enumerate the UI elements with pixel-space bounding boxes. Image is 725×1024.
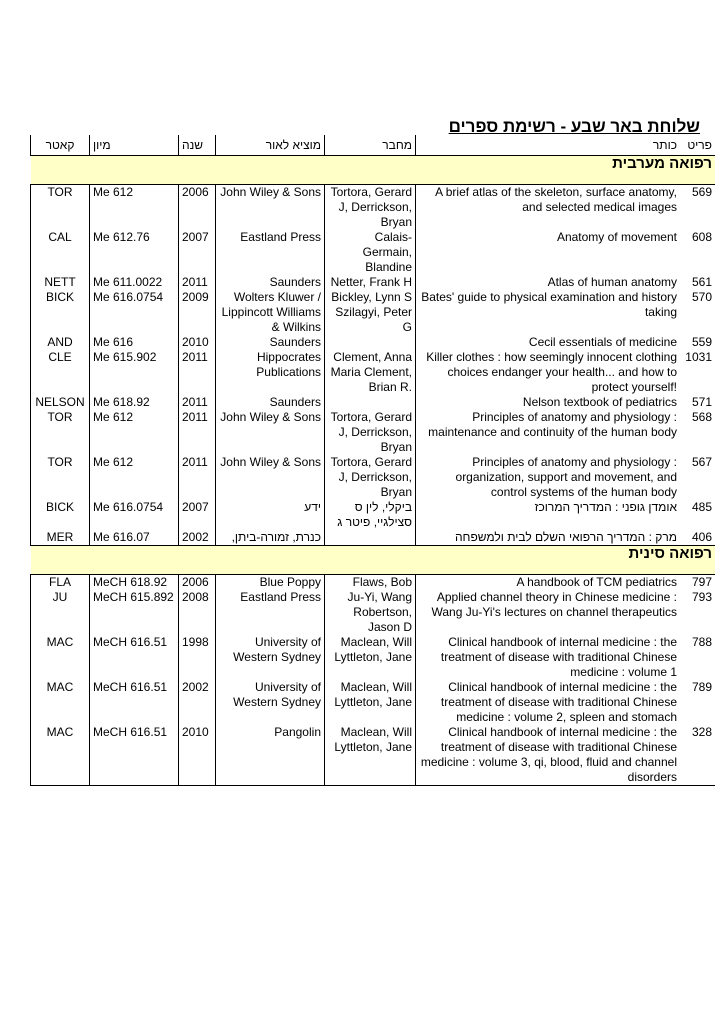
cell-publisher: Blue Poppy: [216, 575, 325, 591]
cell-author: Netter, Frank H: [325, 275, 416, 290]
cell-cutter: BICK: [31, 290, 90, 335]
cell-item: 789: [691, 680, 712, 694]
cell-item: 797: [691, 575, 712, 589]
cell-publisher: Hippocrates Publications: [216, 350, 325, 395]
cell-year: 1998: [179, 635, 216, 680]
cell-item: 569: [691, 185, 712, 199]
cell-title: Principles of anatomy and physiology : organization, support and movement, and control systems of the human body: [416, 455, 681, 500]
table-row: [31, 335, 716, 350]
cell-item: 788: [691, 635, 712, 649]
cell-title: מרק : המדריך הרפואי השלם לבית ולמשפחה: [416, 530, 681, 546]
cell-year: 2007: [179, 500, 216, 530]
table-row: [31, 410, 716, 455]
cell-item: 559: [691, 335, 712, 349]
cell-publisher: Wolters Kluwer / Lippincott Williams & Wilkins: [216, 290, 325, 335]
table-row: [31, 635, 716, 680]
cell-cutter: NELSON: [31, 395, 90, 410]
cell-title: Anatomy of movement: [416, 230, 681, 275]
cell-publisher: Eastland Press: [216, 230, 325, 275]
cell-year: 2010: [179, 725, 216, 786]
cell-cutter: TOR: [31, 455, 90, 500]
cell-publisher: ידע: [216, 500, 325, 530]
cell-item: 406: [680, 530, 715, 546]
cell-author: [325, 530, 416, 546]
cell-item: 1031: [685, 350, 712, 364]
table-row: [31, 290, 716, 335]
cell-class: Me 612: [90, 410, 179, 455]
cell-publisher: University of Western Sydney: [216, 635, 325, 680]
cell-cutter: CAL: [31, 230, 90, 275]
cell-class: Me 616.0754: [90, 500, 179, 530]
cell-class: Me 618.92: [90, 395, 179, 410]
cell-author: Calais-Germain, Blandine: [325, 230, 416, 275]
table-row: [31, 185, 716, 231]
cell-item: 485: [691, 500, 712, 514]
cell-publisher: Saunders: [216, 335, 325, 350]
cell-author: Maclean, Will Lyttleton, Jane: [325, 680, 416, 725]
cell-title: Applied channel theory in Chinese medicine : Wang Ju-Yi's lectures on channel therapeutics: [416, 590, 681, 635]
cell-class: Me 616.0754: [90, 290, 179, 335]
header-title: כותר: [416, 135, 681, 156]
cell-title: Cecil essentials of medicine: [416, 335, 681, 350]
header-row: [31, 135, 716, 156]
cell-year: 2010: [179, 335, 216, 350]
section-title: רפואה מערבית: [31, 156, 716, 185]
cell-class: MeCH 616.51: [90, 725, 179, 786]
table-row: [31, 725, 716, 786]
cell-item: 570: [691, 290, 712, 304]
cell-author: Maclean, Will Lyttleton, Jane: [325, 635, 416, 680]
cell-title: Clinical handbook of internal medicine : the treatment of disease with traditional Chinese medicine : volume 3, qi, blood, fluid and channel disorders: [416, 725, 681, 786]
cell-author: [325, 335, 416, 350]
cell-title: אומדן גופני : המדריך המרוכז: [416, 500, 681, 530]
cell-author: Maclean, Will Lyttleton, Jane: [325, 725, 416, 786]
cell-class: Me 612.76: [90, 230, 179, 275]
cell-publisher: Pangolin: [216, 725, 325, 786]
header-publisher: מוציא לאור: [216, 135, 325, 156]
cell-author: Tortora, Gerard J, Derrickson, Bryan: [325, 410, 416, 455]
cell-item: 608: [691, 230, 712, 244]
table-row: [31, 575, 716, 591]
cell-year: 2006: [179, 575, 216, 591]
cell-cutter: TOR: [31, 185, 90, 231]
cell-item: 571: [691, 395, 712, 409]
cell-item: 793: [691, 590, 712, 604]
cell-title: Nelson textbook of pediatrics: [416, 395, 681, 410]
cell-cutter: MER: [31, 530, 90, 546]
cell-year: 2006: [179, 185, 216, 231]
header-year: שנה: [179, 135, 216, 156]
cell-author: [325, 395, 416, 410]
cell-cutter: MAC: [31, 725, 90, 786]
cell-title: Clinical handbook of internal medicine : the treatment of disease with traditional Chinese medicine : volume 1: [416, 635, 681, 680]
section-header-row: [31, 546, 716, 575]
table-row: [31, 680, 716, 725]
cell-publisher: John Wiley & Sons: [216, 185, 325, 231]
cell-cutter: MAC: [31, 635, 90, 680]
cell-title: Principles of anatomy and physiology : maintenance and continuity of the human body: [416, 410, 681, 455]
books-table: [30, 135, 715, 786]
table-row: [31, 395, 716, 410]
section-title: רפואה סינית: [31, 546, 716, 575]
cell-year: 2008: [179, 590, 216, 635]
cell-title: Bates' guide to physical examination and history taking: [416, 290, 681, 335]
header-item: פריט: [680, 135, 715, 156]
cell-cutter: AND: [31, 335, 90, 350]
cell-author: Tortora, Gerard J, Derrickson, Bryan: [325, 455, 416, 500]
cell-cutter: TOR: [31, 410, 90, 455]
cell-author: Tortora, Gerard J, Derrickson, Bryan: [325, 185, 416, 231]
table-row: [31, 455, 716, 500]
cell-class: Me 612: [90, 455, 179, 500]
cell-item: 567: [691, 455, 712, 469]
cell-class: Me 615.902: [90, 350, 179, 395]
page-title: שלוחת באר שבע - רשימת ספרים: [448, 117, 700, 136]
cell-class: Me 612: [90, 185, 179, 231]
cell-publisher: John Wiley & Sons: [216, 410, 325, 455]
table-row: [31, 350, 716, 395]
cell-publisher: John Wiley & Sons: [216, 455, 325, 500]
cell-publisher: Eastland Press: [216, 590, 325, 635]
cell-publisher: Saunders: [216, 275, 325, 290]
header-class: מיון: [90, 135, 179, 156]
cell-year: 2007: [179, 230, 216, 275]
cell-year: 2011: [179, 275, 216, 290]
cell-class: Me 616: [90, 335, 179, 350]
section-header-row: [31, 156, 716, 185]
table-row: [31, 530, 716, 546]
cell-cutter: FLA: [31, 575, 90, 591]
cell-year: 2011: [179, 455, 216, 500]
table-row: [31, 275, 716, 290]
table-row: [31, 230, 716, 275]
cell-year: 2002: [179, 680, 216, 725]
cell-publisher: University of Western Sydney: [216, 680, 325, 725]
cell-year: 2002: [179, 530, 216, 546]
cell-publisher: כנרת, זמורה-ביתן,: [216, 530, 325, 546]
cell-year: 2011: [179, 395, 216, 410]
cell-cutter: NETT: [31, 275, 90, 290]
cell-title: Clinical handbook of internal medicine : the treatment of disease with traditional Chinese medicine : volume 2, spleen and stomach: [416, 680, 681, 725]
cell-item: 568: [691, 410, 712, 424]
header-cutter: קאטר: [31, 135, 90, 156]
cell-title: A handbook of TCM pediatrics: [416, 575, 681, 591]
cell-publisher: Saunders: [216, 395, 325, 410]
table-row: [31, 590, 716, 635]
table-row: [31, 500, 716, 530]
cell-class: MeCH 615.892: [90, 590, 179, 635]
cell-year: 2011: [179, 350, 216, 395]
cell-class: Me 616.07: [90, 530, 179, 546]
cell-title: A brief atlas of the skeleton, surface anatomy, and selected medical images: [416, 185, 681, 231]
cell-class: MeCH 618.92: [90, 575, 179, 591]
cell-cutter: BICK: [31, 500, 90, 530]
cell-class: MeCH 616.51: [90, 635, 179, 680]
cell-author: Bickley, Lynn S Szilagyi, Peter G: [325, 290, 416, 335]
cell-author: Ju-Yi, Wang Robertson, Jason D: [325, 590, 416, 635]
cell-class: Me 611.0022: [90, 275, 179, 290]
cell-author: Flaws, Bob: [325, 575, 416, 591]
cell-author: Clement, Anna Maria Clement, Brian R.: [325, 350, 416, 395]
cell-class: MeCH 616.51: [90, 680, 179, 725]
header-author: מחבר: [325, 135, 416, 156]
cell-cutter: CLE: [31, 350, 90, 395]
cell-title: Killer clothes : how seemingly innocent clothing choices endanger your health... and how to protect yourself!: [416, 350, 681, 395]
cell-author: ביקלי, לין ס סצילגיי, פיטר ג: [325, 500, 416, 530]
cell-cutter: JU: [31, 590, 90, 635]
cell-cutter: MAC: [31, 680, 90, 725]
cell-year: 2009: [179, 290, 216, 335]
cell-item: 561: [691, 275, 712, 289]
cell-title: Atlas of human anatomy: [416, 275, 681, 290]
cell-year: 2011: [179, 410, 216, 455]
cell-item: 328: [680, 725, 715, 786]
